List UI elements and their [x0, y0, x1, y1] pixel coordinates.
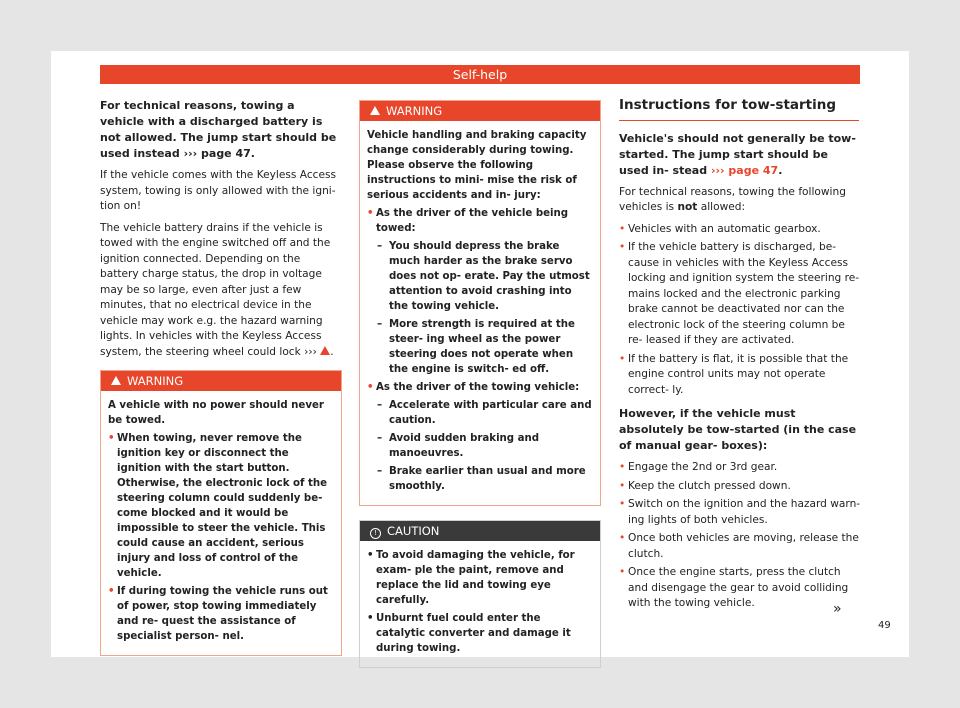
lead-paragraph: Vehicle's should not generally be tow- started. The jump start should be used in- stead ››› page 47.: [619, 131, 856, 177]
list-item: • When towing, never remove the ignition key or disconnect the ignition with the start button. Otherwise, the electronic lock of the steering column could suddenly be- come blocked and it would be impossible to steer the vehicle. This could cause an accident, serious injury and loss of control of the vehicle.: [108, 433, 328, 579]
list-item: • As the driver of the vehicle being towed:: [367, 208, 569, 234]
sub-list-item: – Accelerate with particular care and caution.: [377, 400, 592, 426]
list-item: • Switch on the ignition and the hazard warn- ing lights of both vehicles.: [619, 497, 861, 528]
caution-header: ! CAUTION: [360, 521, 600, 541]
list-item: • Once the engine starts, press the clutch and disengage the gear to avoid colliding with the towing vehicle.: [619, 565, 861, 612]
bullet-icon: •: [367, 550, 374, 561]
bullet-icon: •: [619, 241, 626, 253]
section-title: Instructions for tow-starting: [619, 98, 859, 121]
battery-drain-paragraph: The vehicle battery drains if the vehicle is towed with the engine switched off and the ignition connected. Depending on the battery charge status, the drop in voltage may be so large, even after just a few minutes, that no electrical device in the vehicle may work e.g. the hazard warning lights. In vehicles with the Keyless Access system, the steering wheel could lock ››› .: [100, 221, 334, 358]
list-item: • Engage the 2nd or 3rd gear.: [619, 460, 861, 476]
list-item: • Vehicles with an automatic gearbox.: [619, 222, 861, 238]
list-item: • As the driver of the towing vehicle:: [367, 382, 580, 393]
bullet-icon: •: [367, 382, 374, 393]
sub-list-item: – Avoid sudden braking and manoeuvres.: [377, 433, 540, 459]
tow-start-lead: However, if the vehicle must absolutely be tow-started (in the case of manual gear- boxes):: [619, 407, 857, 452]
bullet-icon: •: [619, 479, 626, 492]
bullet-icon: •: [619, 222, 626, 235]
warning-body: [101, 391, 341, 655]
caution-box: [359, 520, 601, 668]
warning-intro: A vehicle with no power should never be towed.: [108, 400, 324, 426]
bullet-icon: •: [619, 461, 626, 473]
section-header: Self-help: [100, 65, 860, 84]
column-right: [619, 98, 861, 615]
warning-header: WARNING: [101, 371, 341, 391]
continue-arrow-icon: »: [833, 601, 842, 617]
keyless-paragraph: If the vehicle comes with the Keyless Access system, towing is only allowed with the igni- tion on!: [100, 169, 337, 212]
column-middle: [359, 98, 601, 668]
list-item: • Once both vehicles are moving, release the clutch.: [619, 531, 861, 562]
list-item: • If the battery is flat, it is possible that the engine control units may not operate correct- ly.: [619, 352, 861, 399]
bullet-icon: •: [619, 532, 626, 544]
warning-triangle-icon: [320, 346, 330, 355]
sub-list-item: – More strength is required at the steer- ing wheel as the power steering does not operate when the engine is switch- ed off.: [377, 319, 575, 375]
warning-box-left: [100, 370, 342, 656]
bullet-icon: •: [367, 208, 374, 219]
bullet-icon: •: [619, 352, 626, 365]
lead-paragraph: For technical reasons, towing a vehicle with a discharged battery is not allowed. The jump start should be used instead ››› page 47.: [100, 99, 337, 160]
warning-intro: Vehicle handling and braking capacity change considerably during towing. Please observe the following instructions to mini- mise the risk of serious accidents and in- jury:: [367, 130, 587, 201]
bullet-icon: •: [108, 433, 115, 444]
page-number: 49: [878, 620, 891, 631]
list-item: • Keep the clutch pressed down.: [619, 479, 861, 495]
list-item: • If during towing the vehicle runs out of power, stop towing immediately and re- quest the assistance of specialist person- nel.: [108, 586, 328, 642]
warning-box-middle: [359, 100, 601, 506]
caution-body: [360, 541, 600, 667]
warning-triangle-icon: [111, 376, 121, 385]
caution-circle-icon: !: [370, 528, 381, 539]
bullet-icon: •: [619, 566, 626, 578]
warning-triangle-icon: [370, 106, 380, 115]
page-reference[interactable]: ››› page 47: [183, 147, 251, 160]
not-allowed-paragraph: For technical reasons, towing the following vehicles is not allowed:: [619, 185, 846, 213]
list-item: • If the vehicle battery is discharged, be- cause in vehicles with the Keyless Access locking and ignition system the steering re- mains locked and the electronic parking brake cannot be deactivated nor can the electronic lock of the steering column be re- leased if they are activated.: [619, 240, 861, 349]
sub-list-item: – You should depress the brake much harder as the brake servo does not op- erate. Pay the utmost attention to avoid crashing into the towing vehicle.: [377, 241, 590, 312]
bullet-icon: •: [619, 498, 626, 510]
list-item: • To avoid damaging the vehicle, for exam- ple the paint, remove and replace the lid and towing eye carefully.: [367, 550, 575, 606]
sub-list-item: – Brake earlier than usual and more smoothly.: [377, 466, 586, 492]
column-left: [100, 98, 342, 656]
list-item: • Unburnt fuel could enter the catalytic converter and damage it during towing.: [367, 613, 571, 654]
bullet-icon: •: [367, 613, 374, 624]
warning-header: WARNING: [360, 101, 600, 121]
warning-body: [360, 121, 600, 505]
warning-reference[interactable]: ›››: [304, 346, 330, 358]
bullet-icon: •: [108, 586, 115, 597]
page-reference[interactable]: ››› page 47: [710, 163, 779, 177]
